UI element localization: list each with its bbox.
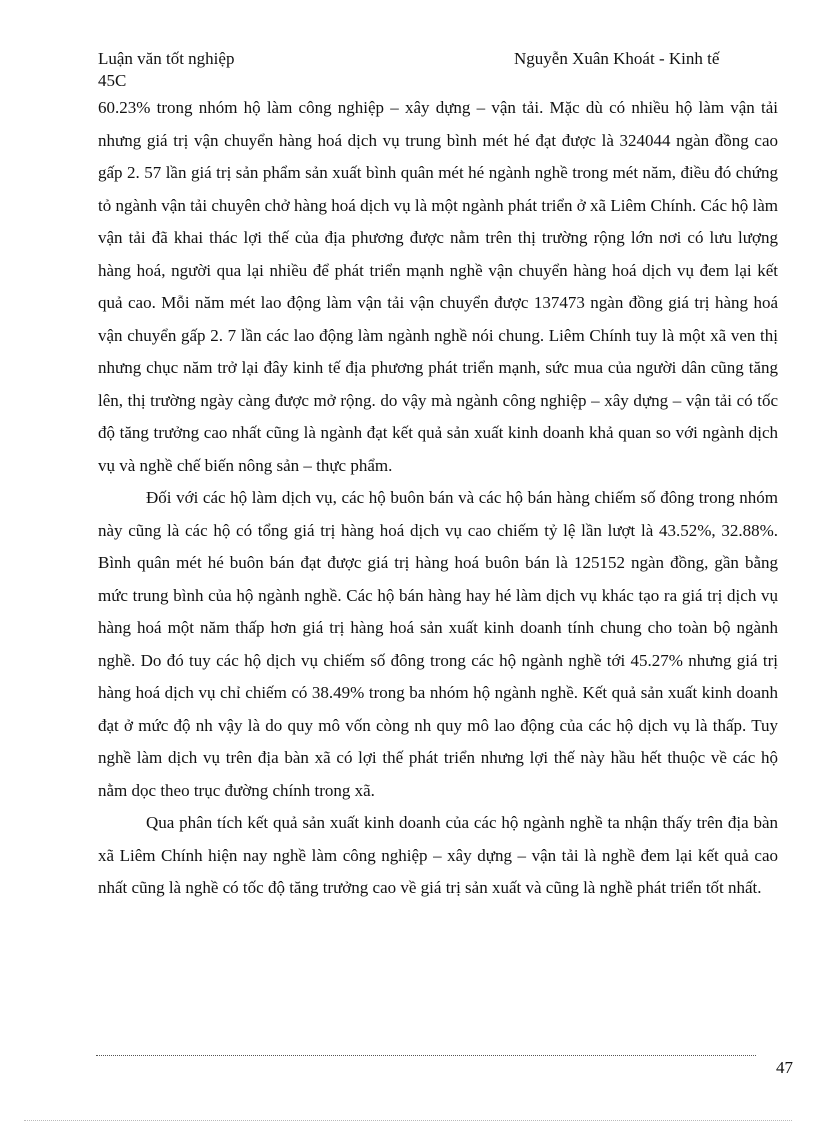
header-author: Nguyễn Xuân Khoát - Kinh tế — [514, 49, 720, 68]
page-number: 47 — [776, 1058, 793, 1077]
page-bottom-border — [24, 1120, 792, 1121]
footer-divider — [96, 1055, 756, 1056]
paragraph-2: Đối với các hộ làm dịch vụ, các hộ buôn bán và các hộ bán hàng chiếm số đông trong nhóm này cũng là các hộ có tổng giá trị hàng hoá dịch vụ cao chiếm tỷ lệ lần lượt là 43.52%, 32.88%. Bình quân mét hé buôn bán đạt được giá trị hàng hoá buôn bán là 125152 ngàn đồng, gần bằng mức trung bình của hộ ngành nghề. Các hộ bán hàng hay hé làm dịch vụ khác tạo ra giá trị dịch vụ hàng hoá một năm thấp hơn giá trị hàng hoá sản xuất kinh doanh tính chung cho toàn bộ ngành nghề. Do đó tuy các hộ dịch vụ chiếm số đông trong các hộ ngành nghề tới 45.27% nhưng giá trị hàng hoá dịch vụ chỉ chiếm có 38.49% trong ba nhóm hộ ngành nghề. Kết quả sản xuất kinh doanh đạt ở mức độ nh vậy là do quy mô vốn còng nh quy mô lao động của các hộ dịch vụ là thấp. Tuy nghề làm dịch vụ trên địa bàn xã có lợi thế phát triển nhưng lợi thế này hầu hết thuộc về các hộ nằm dọc theo trục đường chính trong xã. — [98, 488, 778, 800]
paragraph-1: 60.23% trong nhóm hộ làm công nghiệp – xây dựng – vận tải. Mặc dù có nhiều hộ làm vận tải nhưng giá trị vận chuyển hàng hoá dịch vụ trung bình mét hé đạt được là 324044 ngàn đồng cao gấp 2. 57 lần giá trị sản phẩm sản xuất bình quân mét hé ngành nghề trong mét năm, điều đó chứng tỏ ngành vận tải chuyên chở hàng hoá dịch vụ là một ngành phát triển ở xã Liêm Chính. Các hộ làm vận tải đã khai thác lợi thế của địa phương được nằm trên thị trường rộng lớn nơi có lưu lượng hàng hoá, người qua lại nhiều để phát triển mạnh nghề vận chuyển hàng hoá dịch vụ đem lại kết quả cao. Mỗi năm mét lao động làm vận tải vận chuyển được 137473 ngàn đồng giá trị hàng hoá vận chuyển gấp 2. 7 lần các lao động làm ngành nghề nói chung. Liêm Chính tuy là một xã ven thị nhưng chục năm trở lại đây kinh tế địa phương phát triển mạnh, sức mua của người dân cũng tăng lên, thị trường ngày càng được mở rộng. do vậy mà ngành công nghiệp – xây dựng – vận tải có tốc độ tăng trưởng cao nhất cũng là ngành đạt kết quả sản xuất kinh doanh khả quan so với ngành dịch vụ và nghề chế biến nông sản – thực phẩm. — [98, 98, 778, 475]
paragraph-3: Qua phân tích kết quả sản xuất kinh doanh của các hộ ngành nghề ta nhận thấy trên địa bàn xã Liêm Chính hiện nay nghề làm công nghiệp – xây dựng – vận tải là nghề đem lại kết quả cao nhất cũng là nghề có tốc độ tăng trưởng cao về giá trị sản xuất và cũng là nghề phát triển tốt nhất. — [98, 813, 778, 897]
running-header-left — [98, 48, 234, 92]
document-body — [98, 92, 778, 905]
header-thesis-title: Luận văn tốt nghiệp — [98, 49, 235, 68]
header-class-code: 45C — [98, 71, 127, 90]
